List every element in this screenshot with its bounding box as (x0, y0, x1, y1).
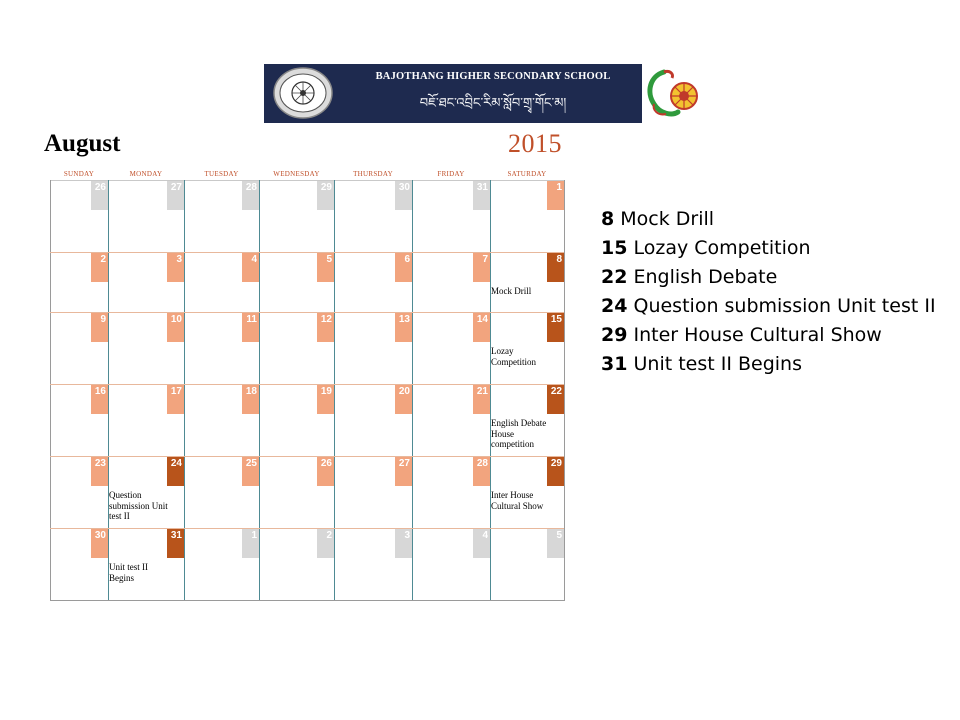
calendar-day-number: 7 (473, 253, 490, 282)
calendar-day-number: 27 (167, 181, 184, 210)
calendar-day-number: 1 (242, 529, 259, 558)
calendar-day-number: 3 (395, 529, 412, 558)
calendar-day-number: 8 (547, 253, 564, 282)
event-list (601, 205, 936, 379)
calendar-left-border (50, 180, 51, 601)
weekday-wednesday: WEDNESDAY (273, 170, 320, 178)
weekday-friday: FRIDAY (437, 170, 465, 178)
calendar-event-note: English Debate House competition (491, 418, 547, 449)
calendar-day-number: 26 (317, 457, 334, 486)
calendar-day-number: 29 (317, 181, 334, 210)
grid-column-line (490, 180, 491, 601)
calendar-day-number: 14 (473, 313, 490, 342)
calendar-event-note: Unit test II Begins (109, 562, 148, 583)
event-list-item: 31 Unit test II Begins (601, 353, 802, 375)
calendar-day-number: 26 (91, 181, 108, 210)
calendar-day-number: 28 (473, 457, 490, 486)
calendar-day-number: 23 (91, 457, 108, 486)
calendar-day-number: 13 (395, 313, 412, 342)
event-list-item: 29 Inter House Cultural Show (601, 324, 882, 346)
calendar-day-number: 30 (395, 181, 412, 210)
weekday-tuesday: TUESDAY (204, 170, 239, 178)
calendar-day-number: 29 (547, 457, 564, 486)
calendar-day-number: 9 (91, 313, 108, 342)
weekday-sunday: SUNDAY (63, 170, 95, 178)
calendar-day-number: 18 (242, 385, 259, 414)
calendar-day-number: 5 (317, 253, 334, 282)
calendar-day-number: 4 (242, 253, 259, 282)
calendar-day-number: 31 (473, 181, 490, 210)
grid-column-line (334, 180, 335, 601)
calendar-day-number: 21 (473, 385, 490, 414)
calendar-day-number: 5 (547, 529, 564, 558)
event-list-item: 22 English Debate (601, 266, 778, 288)
calendar-day-number: 4 (473, 529, 490, 558)
calendar-event-note: Mock Drill (491, 286, 532, 296)
calendar-day-number: 16 (91, 385, 108, 414)
calendar-day-number: 20 (395, 385, 412, 414)
calendar-day-number: 1 (547, 181, 564, 210)
event-list-item: 15 Lozay Competition (601, 237, 811, 259)
calendar-day-number: 17 (167, 385, 184, 414)
calendar-bottom-border (50, 600, 564, 601)
calendar-day-number: 6 (395, 253, 412, 282)
weekday-monday: MONDAY (129, 170, 163, 178)
month-title: August (44, 130, 121, 157)
school-seal-icon (272, 66, 334, 120)
calendar-day-number: 30 (91, 529, 108, 558)
grid-column-line (184, 180, 185, 601)
dragon-emblem-icon (642, 64, 702, 123)
calendar-day-number: 27 (395, 457, 412, 486)
calendar-event-note: Inter House Cultural Show (491, 490, 544, 511)
calendar-day-number: 28 (242, 181, 259, 210)
calendar-day-number: 2 (91, 253, 108, 282)
calendar-day-number: 22 (547, 385, 564, 414)
grid-column-line (412, 180, 413, 601)
weekday-thursday: THURSDAY (353, 170, 393, 178)
weekday-saturday: SATURDAY (507, 170, 547, 178)
calendar-day-number: 15 (547, 313, 564, 342)
event-list-item: 24 Question submission Unit test II (601, 295, 936, 317)
calendar-day-number: 12 (317, 313, 334, 342)
calendar-right-border (564, 180, 565, 601)
calendar-day-number: 31 (167, 529, 184, 558)
calendar-day-number: 24 (167, 457, 184, 486)
school-name-dzongkha: བཇོ་ཐང་འབྲིང་རིམ་སློབ་གྲྭ་གོང་མ། (419, 96, 567, 111)
calendar-day-number: 19 (317, 385, 334, 414)
calendar-day-number: 3 (167, 253, 184, 282)
calendar-day-number: 10 (167, 313, 184, 342)
calendar-day-number: 2 (317, 529, 334, 558)
grid-column-line (108, 180, 109, 601)
grid-column-line (259, 180, 260, 601)
calendar-day-number: 25 (242, 457, 259, 486)
year-title: 2015 (508, 129, 562, 158)
calendar-event-note: Question submission Unit test II (109, 490, 168, 521)
calendar-event-note: Lozay Competition (491, 346, 536, 367)
school-name: BAJOTHANG HIGHER SECONDARY SCHOOL (375, 71, 611, 82)
calendar-day-number: 11 (242, 313, 259, 342)
event-list-item: 8 Mock Drill (601, 208, 715, 230)
